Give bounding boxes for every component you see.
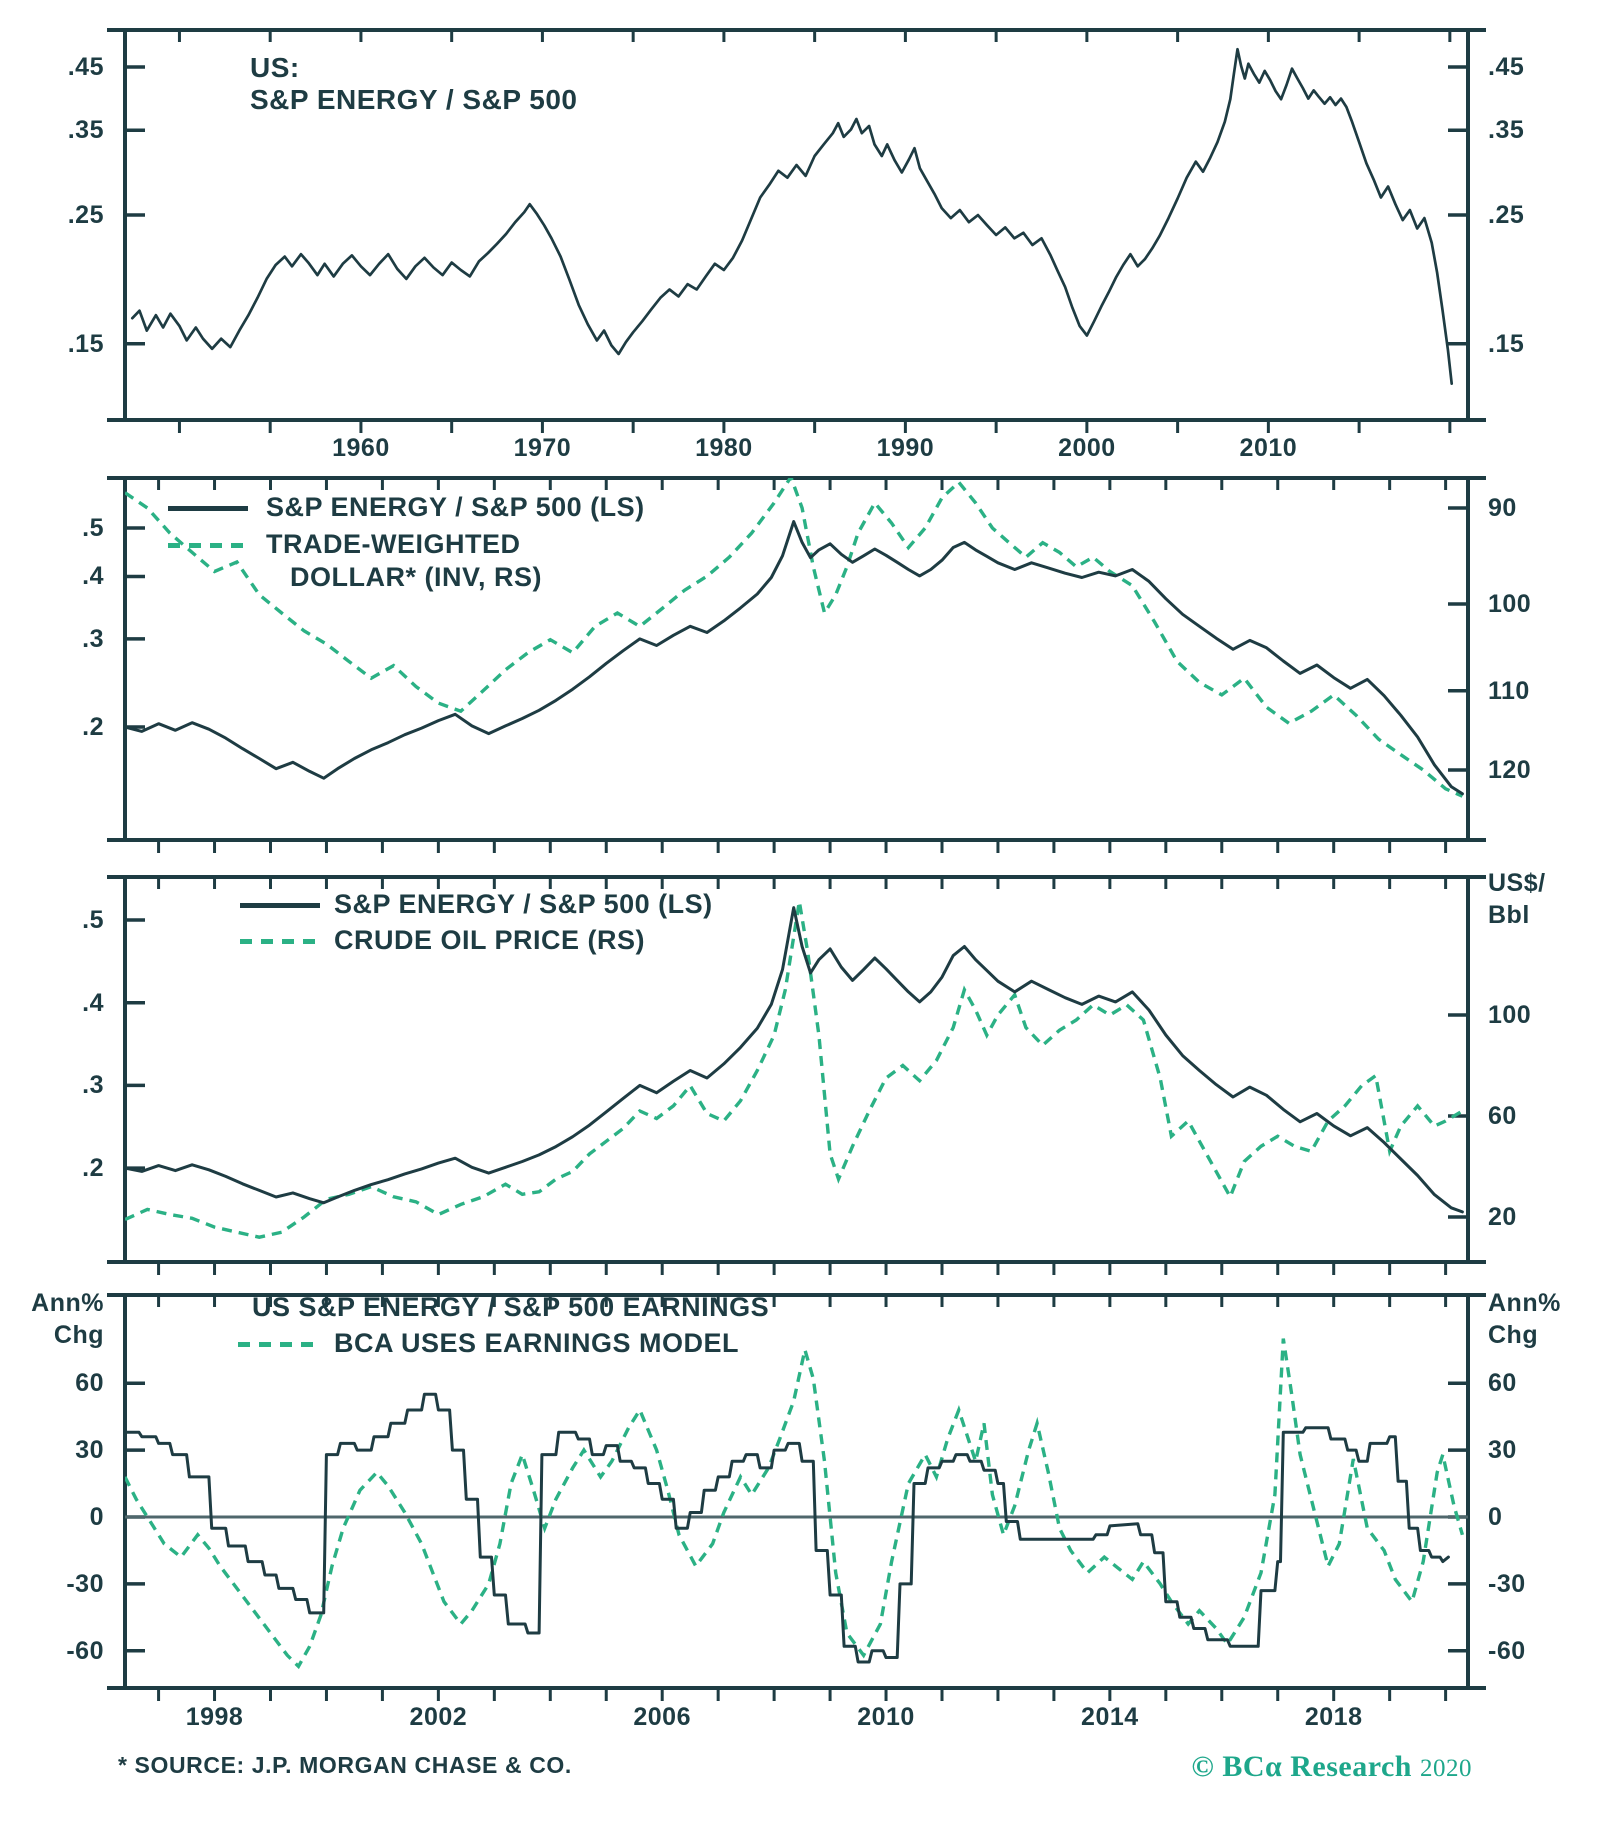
p1-left-tick-label: .15 [67, 329, 104, 358]
brand-year: 2020 [1420, 1755, 1472, 1782]
p4-x-tick-label: 2018 [1304, 1703, 1363, 1731]
legend-dashed-line-swatch [240, 939, 320, 944]
p2-left-tick-label: .2 [82, 712, 104, 741]
p4-right-tick-label: -30 [1488, 1569, 1526, 1598]
panel4-right-axis-unit-line1: Ann% [1488, 1289, 1561, 1317]
p2-right-tick-label: 90 [1488, 494, 1517, 522]
p3-left-tick-label: .2 [82, 1154, 104, 1183]
p4-right-tick-label: 30 [1488, 1436, 1517, 1465]
panel4-left-axis-unit-line2: Chg [53, 1321, 104, 1349]
p4-left-tick-label: -30 [66, 1569, 104, 1598]
p2-right-tick-label: 110 [1488, 676, 1530, 705]
p1-x-tick-label: 2000 [1058, 434, 1116, 462]
legend-dashed-line-swatch [238, 1342, 318, 1347]
p4-right-tick-label: 0 [1488, 1503, 1503, 1531]
p1-right-tick-label: .45 [1488, 53, 1525, 81]
p2-left-tick-label: .4 [82, 562, 104, 591]
p4-x-tick-label: 2014 [1081, 1703, 1139, 1731]
series-solid-line [125, 908, 1462, 1212]
panel2-legend-dollar-label-line2: DOLLAR* (INV, RS) [290, 562, 543, 592]
panel2-legend-dollar-label-line1: TRADE-WEIGHTED [266, 529, 521, 559]
brand-name: © BCα Research [1191, 1750, 1412, 1783]
p3-right-tick-label: 60 [1488, 1102, 1517, 1130]
p4-left-tick-label: 60 [75, 1369, 104, 1398]
p4-left-tick-label: 0 [89, 1503, 104, 1531]
p3-right-tick-label: 100 [1488, 1001, 1532, 1029]
p1-left-tick-label: .35 [67, 116, 104, 145]
p1-left-tick-label: .25 [67, 201, 104, 230]
p1-left-tick-label: .45 [67, 53, 104, 81]
source-note: * SOURCE: J.P. MORGAN CHASE & CO. [118, 1752, 572, 1778]
p1-right-tick-label: .35 [1488, 116, 1525, 145]
p1-x-tick-label: 1960 [332, 434, 390, 462]
series-dashed-line [125, 901, 1462, 1237]
panel4-left-axis-unit-line1: Ann% [31, 1289, 104, 1317]
p3-left-tick-label: .4 [82, 988, 104, 1017]
panel3-legend-ratio-label: S&P ENERGY / S&P 500 (LS) [334, 889, 713, 919]
panel1-title-line2: S&P ENERGY / S&P 500 [250, 84, 578, 115]
p4-x-tick-label: 2010 [857, 1703, 915, 1731]
p4-left-tick-label: -60 [66, 1636, 104, 1665]
p2-left-tick-label: .5 [82, 514, 104, 542]
p4-x-tick-label: 2002 [409, 1703, 468, 1731]
panel3-right-axis-unit-line2: Bbl [1488, 901, 1530, 929]
p1-x-tick-label: 1970 [513, 434, 572, 462]
p2-left-tick-label: .3 [82, 624, 104, 653]
panel3-legend-oil-label: CRUDE OIL PRICE (RS) [334, 925, 646, 955]
p3-right-tick-label: 20 [1488, 1203, 1517, 1231]
brand-logo [1000, 1750, 1472, 1784]
panel4-legend-model-label: BCA USES EARNINGS MODEL [334, 1328, 740, 1358]
panel3-right-axis-unit-line1: US$/ [1488, 869, 1546, 897]
p3-left-tick-label: .3 [82, 1071, 104, 1100]
p1-x-tick-label: 1980 [695, 434, 753, 462]
p4-right-tick-label: 60 [1488, 1369, 1517, 1398]
p4-x-tick-label: 1998 [185, 1703, 244, 1731]
legend-solid-line-swatch [168, 506, 248, 511]
panel2-legend-ratio-label: S&P ENERGY / S&P 500 (LS) [266, 492, 645, 522]
series-solid-line [125, 1394, 1448, 1662]
p4-x-tick-label: 2006 [633, 1703, 691, 1731]
p2-right-tick-label: 100 [1488, 589, 1532, 618]
panel4-legend-earnings-label: US S&P ENERGY / S&P 500 EARNINGS [252, 1292, 770, 1322]
legend-dashed-line-swatch [168, 543, 248, 548]
p1-x-tick-label: 2010 [1239, 434, 1298, 462]
p1-x-tick-label: 1990 [876, 434, 935, 462]
p3-left-tick-label: .5 [82, 906, 104, 934]
p4-left-tick-label: 30 [75, 1436, 104, 1465]
panel4-right-axis-unit-line2: Chg [1488, 1321, 1539, 1349]
legend-solid-line-swatch [240, 903, 320, 908]
panel1-title-line1: US: [250, 52, 300, 83]
p1-right-tick-label: .25 [1488, 201, 1525, 230]
p1-right-tick-label: .15 [1488, 329, 1525, 358]
p2-right-tick-label: 120 [1488, 755, 1532, 784]
p4-right-tick-label: -60 [1488, 1636, 1526, 1665]
